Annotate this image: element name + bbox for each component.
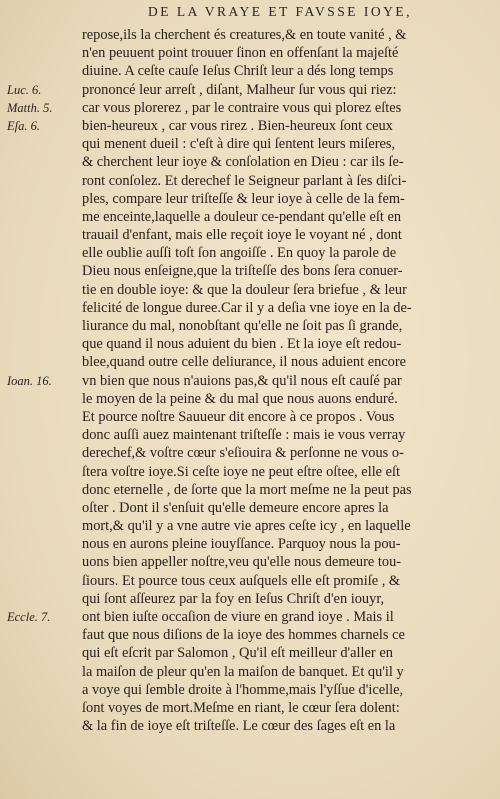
running-header: DE LA VRAYE ET FAVSSE IOYE, bbox=[147, 4, 413, 19]
text-line: vn bien que nous n'auions pas,& qu'il nous eſt cauſé par bbox=[82, 372, 402, 389]
text-line: ſont voyes de mort.Meſme en riant, le cœur ſera dolent: bbox=[82, 699, 400, 716]
text-line: donc auſſi auez maintenant triſteſſe : mais ie vous verray bbox=[82, 427, 406, 444]
text-line: car vous plorerez , par le contraire vous qui plorez eſtes bbox=[82, 99, 402, 116]
text-line: trauail d'enfant, mais elle reçoit ioye le voyant né , dont bbox=[82, 227, 402, 244]
margin-reference: Matth. 5. bbox=[7, 100, 53, 115]
text-line: Dieu nous enſeigne,que la triſteſſe des bons ſera conuer- bbox=[82, 263, 403, 280]
text-line: la maiſon de pleur qu'en la maiſon de banquet. Et qu'il y bbox=[82, 663, 404, 680]
text-line: faut que nous diſions de la ioye des hommes charnels ce bbox=[82, 627, 405, 644]
text-line: ront conſolez. Et derechef le Seigneur parlant à ſes diſci- bbox=[82, 172, 407, 189]
text-line: diuine. A ceſte cauſe Ieſus Chriſt leur a dés long temps bbox=[82, 63, 394, 80]
text-line: ont bien iuſte occaſion de viure en grand ioye . Mais il bbox=[82, 609, 394, 625]
text-line: elle oublie auſſi toſt ſon angoiſſe . En quoy la parole de bbox=[82, 245, 397, 262]
text-line: qui eſt eſcrit par Salomon , Qu'il eſt meilleur d'aller en bbox=[82, 645, 393, 662]
text-line: a voye qui ſemble droite à l'homme,mais l'yſſue d'icelle, bbox=[82, 681, 404, 698]
text-line: donc eternelle , de ſorte que la mort meſme ne la peut pas bbox=[82, 481, 412, 498]
text-line: qui menent dueil : c'eſt à dire qui ſentent leurs miſeres, bbox=[82, 136, 396, 153]
text-line: nous en aurons pleine iouyſſance. Parquoy nous la pou- bbox=[82, 536, 401, 553]
text-line: uons bien appeller noſtre,veu qu'elle nous demeure tou- bbox=[82, 554, 402, 571]
margin-reference: Luc. 6. bbox=[7, 82, 42, 97]
margin-reference: Eccle. 7. bbox=[7, 610, 51, 625]
text-line: le moyen de la peine & du mal que nous auons enduré. bbox=[82, 390, 398, 407]
text-line: que quand il nous aduient du bien . Et la ioye eſt redou- bbox=[82, 336, 402, 353]
text-line: felicité de longue duree.Car il y a deſia vne ioye en la de- bbox=[82, 299, 412, 316]
text-line: Et pource noſtre Sauueur dit encore à ce propos . Vous bbox=[82, 408, 395, 425]
text-line: prononcé leur arreſt , diſant, Malheur ſur vous qui riez: bbox=[82, 81, 397, 98]
text-line: ſiours. Et pource tous ceux auſquels elle eſt promiſe , & bbox=[82, 572, 401, 589]
margin-reference: Eſa. 6. bbox=[7, 119, 40, 133]
text-line: liurance du mal, nonobſtant qu'elle ne ſoit pas ſi grande, bbox=[82, 318, 403, 334]
margin-reference: Ioan. 16. bbox=[7, 373, 52, 388]
text-line: derechef,& voſtre cœur s'eſiouira & perſonne ne vous o- bbox=[82, 445, 404, 462]
text-line: qui ſont aſſeurez par la foy en Ieſus Chriſt d'en iouyr, bbox=[82, 590, 385, 607]
text-line: n'en peuuent point trouuer ſinon en offenſant la majeſté bbox=[82, 45, 399, 62]
text-line: bien-heureux , car vous rirez . Bien-heureux ſont ceux bbox=[82, 117, 393, 134]
body-text bbox=[82, 26, 470, 735]
text-line: oſter . Dont il s'enſuit qu'elle demeure encore apres la bbox=[82, 499, 389, 516]
text-line: ſtera voſtre ioye.Si ceſte ioye ne peut eſtre oſtee, elle eſt bbox=[82, 463, 401, 480]
text-line: ples, compare leur triſteſſe & leur ioye à celle de la fem- bbox=[82, 190, 405, 207]
text-line: tie en double ioye: & que la douleur ſera briefue , & leur bbox=[82, 281, 407, 298]
text-line: & cherchent leur ioye & conſolation en Dieu : car ils ſe- bbox=[82, 154, 404, 171]
text-line: & la fin de ioye eſt triſteſſe. Le cœur des ſages eſt en la bbox=[82, 718, 396, 735]
text-line: mort,& qu'il y a vne autre vie apres ceſte icy , en laquelle bbox=[82, 518, 411, 535]
text-line: blee,quand outre celle deliurance, il nous aduient encore bbox=[82, 354, 407, 371]
text-line: me enceinte,laquelle a douleur ce-pendant qu'elle eſt en bbox=[82, 208, 402, 225]
text-line: repose,ils la cherchent és creatures,& en toute vanité , & bbox=[82, 27, 407, 43]
